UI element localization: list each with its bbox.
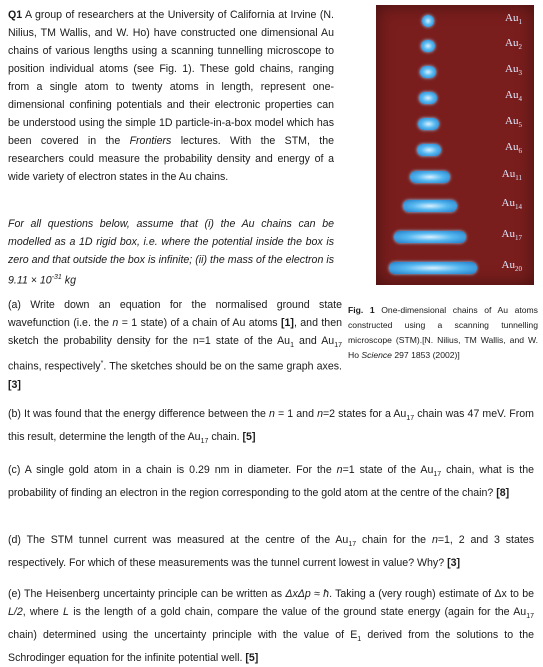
figure-caption: Fig. 1 One-dimensional chains of Au atoms constructed using a scanning tunnelling microscope (STM).[N. Nilius, TM Wallis, and W. Ho Science 297 1853 (2002)] <box>348 305 538 360</box>
question-c: (c) A single gold atom in a chain is 0.29 nm in diameter. For the n=1 state of the $Au_{17}$ chain, what is the probability of finding an electron in the region corresponding to the gold atom at the centre of the chain? [8] <box>8 464 534 500</box>
marks-badge: [1] <box>281 317 294 329</box>
label-au4: $Au_4$ <box>505 89 522 104</box>
uncertainty-formula: ΔxΔp ≈ ħ <box>285 588 330 600</box>
chain-au20 <box>389 262 477 274</box>
assumptions-paragraph: For all questions below, assume that (i) the Au chains can be modelled as a 1D rigid box, i.e. where the potential inside the box is zero and that outside the box is infinite; (ii) the mass of the electron is $9.11 \times 10^{-31}$ kg <box>8 218 334 287</box>
chain-au11 <box>410 171 450 183</box>
question-d: (d) The STM tunnel current was measured at the centre of the $Au_{17}$ chain for the n=1, 2 and 3 states respectively. For which of these measurements was the tunnel current lowest in value? Why? [3] <box>8 534 534 570</box>
chain-au17 <box>394 231 466 243</box>
chain-au3 <box>420 66 436 78</box>
label-au5: $Au_5$ <box>505 115 522 130</box>
marks-badge: [5] <box>245 652 259 665</box>
marks-badge: [3] <box>447 557 461 570</box>
question-b: (b) It was found that the energy difference between the n = 1 and n=2 states for a $Au_{17}$ chain was 47 meV. From this result, determine the length of the $Au_{17}$ chain. [5] <box>8 408 534 446</box>
question-e: (e) The Heisenberg uncertainty principle can be written as ΔxΔp ≈ ħ. Taking a (very rough) estimate of Δx to be L/2, where L is the length of a gold chain, compare the value of the ground state energy (again for the $Au_{17}$ chain) determined using the uncertainty principle with the value of $E_1$ derived from the solutions to the Schrodinger equation for the infinite potential well. [5] <box>8 588 534 665</box>
label-au17: $Au_{17}$ <box>501 228 522 243</box>
label-au2: $Au_2$ <box>505 37 522 52</box>
chain-au14 <box>403 200 457 212</box>
label-au1: $Au_1$ <box>505 12 522 27</box>
label-au20: $Au_{20}$ <box>501 259 522 274</box>
question-number: Q1 <box>8 9 23 21</box>
question-a: (a) Write down an equation for the normalised ground state wavefunction (i.e. the n = 1 state) of a chain of Au atoms [1], and then sketch the probability density for the n=1 state of the $Au_1$ and $Au_{17}$ chains, respectively*. The sketches should be on the same graph axes. [3] <box>8 299 342 391</box>
figure-stm-au-chains <box>376 5 534 285</box>
label-au6: $Au_6$ <box>505 141 522 156</box>
marks-badge: [3] <box>8 378 21 391</box>
label-au3: $Au_3$ <box>505 63 522 78</box>
chain-au6 <box>417 144 441 156</box>
chain-au5 <box>418 118 439 130</box>
intro-paragraph: Q1 A group of researchers at the University of California at Irvine (N. Nilius, TM Wallis, and W. Ho) have constructed one dimensional Au chains of various lengths using a scanning tunnelling microscope to position individual atoms (see Fig. 1). These gold chains, ranging from a single atom to twenty atoms in length, represent one-dimensional confining potentials and their electronic properties can be understood using the simple 1D particle-in-a-box model which has been covered in the Frontiers lectures. With the STM, the researchers could measure the probability density and energy of a wide variety of electron states in the Au chains. <box>8 9 334 183</box>
marks-badge: [5] <box>242 431 256 444</box>
chain-au1 <box>422 15 434 27</box>
label-au14: $Au_{14}$ <box>501 197 522 212</box>
marks-badge: [8] <box>496 487 510 500</box>
chain-au2 <box>421 40 435 52</box>
label-au11: $Au_{11}$ <box>501 168 522 183</box>
chain-au4 <box>419 92 437 104</box>
